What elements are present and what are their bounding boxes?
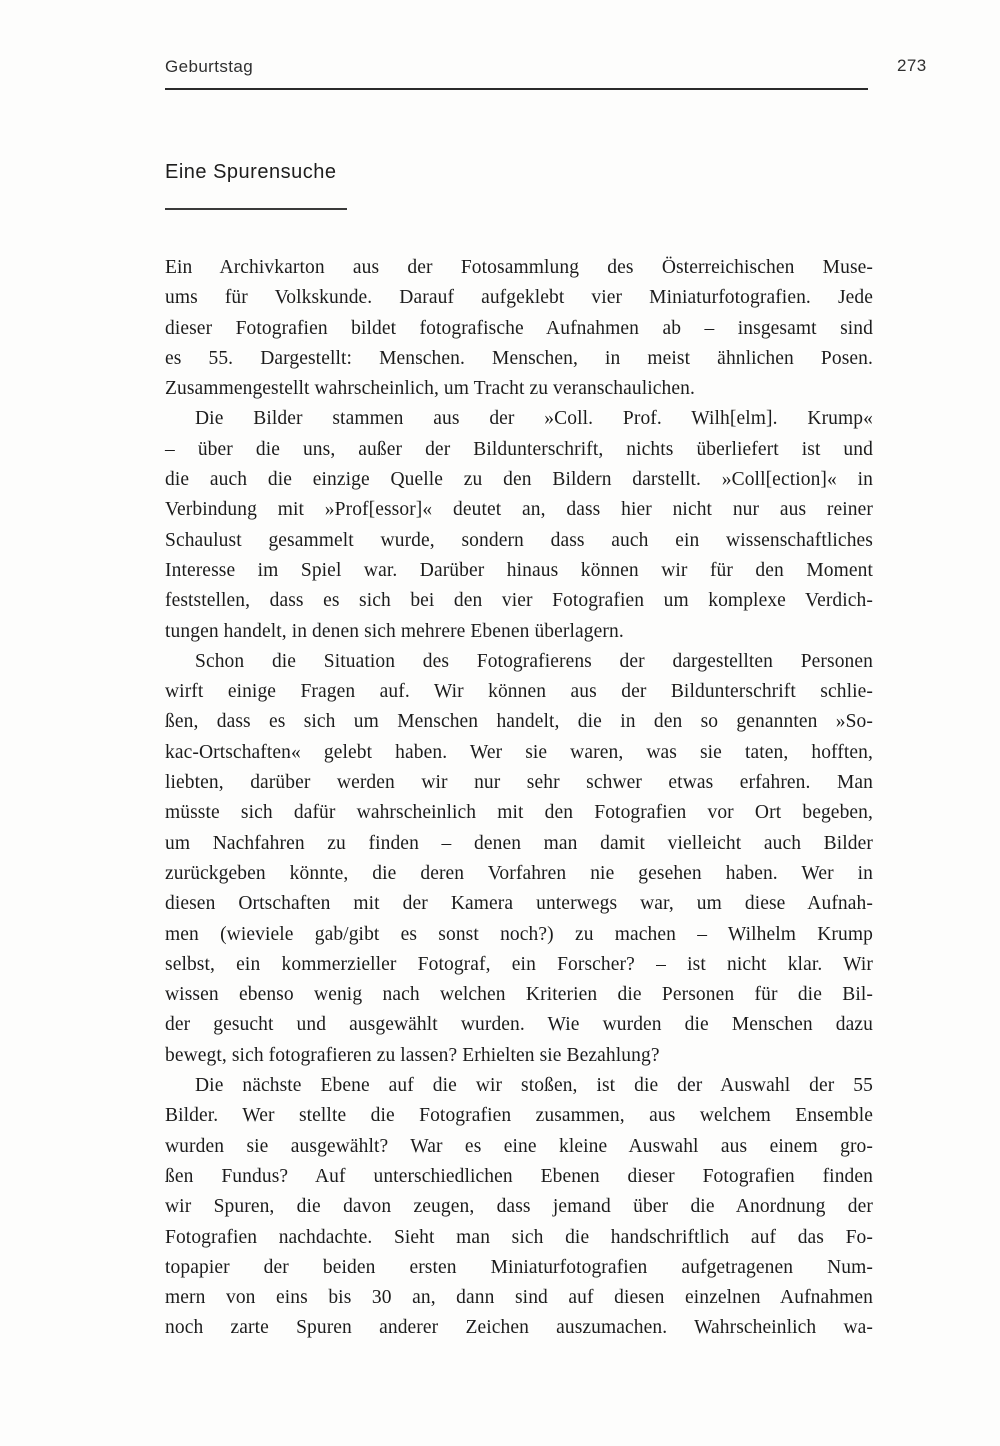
text-line: topapier der beiden ersten Miniaturfotografien aufgetragenen Num- [165,1256,873,1278]
text-line: tungen handelt, in denen sich mehrere Ebenen überlagern. [165,620,624,642]
text-line: Fotografien nachdachte. Sieht man sich die handschriftlich auf das Fo- [165,1226,873,1248]
text-line: noch zarte Spuren anderer Zeichen auszumachen. Wahrscheinlich wa- [165,1317,873,1339]
text-line: liebten, darüber werden wir nur sehr schwer etwas erfahren. Man [165,772,873,794]
text-line: men (wieviele gab/gibt es sonst noch?) zu machen – Wilhelm Krump [165,923,873,945]
text-line: bewegt, sich fotografieren zu lassen? Erhielten sie Bezahlung? [165,1044,660,1066]
body-text [165,253,873,1344]
text-line: Schon die Situation des Fotografierens der dargestellten Personen [195,650,873,672]
text-line: Zusammengestellt wahrscheinlich, um Tracht zu veranschaulichen. [165,378,695,400]
text-line: kac-Ortschaften« gelebt haben. Wer sie waren, was sie taten, hofften, [165,741,873,763]
text-line: Bilder. Wer stellte die Fotografien zusammen, aus welchem Ensemble [165,1105,873,1127]
text-line: wurden sie ausgewählt? War es eine kleine Auswahl aus einem gro- [165,1135,873,1157]
text-line: Verbindung mit »Prof[essor]« deutet an, dass hier nicht nur aus reiner [165,499,873,521]
text-line: dieser Fotografien bildet fotografische Aufnahmen ab – insgesamt sind [165,317,873,339]
text-line: Schaulust gesammelt wurde, sondern dass auch ein wissenschaftliches [165,529,873,551]
running-header: Geburtstag [165,57,254,76]
text-line: ßen, dass es sich um Menschen handelt, die in den so genannten »So- [165,711,873,733]
text-line: ßen Fundus? Auf unterschiedlichen Ebenen dieser Fotografien finden [165,1165,873,1187]
text-line: wissen ebenso wenig nach welchen Kriterien die Personen für die Bil- [165,984,873,1006]
text-line: – über die uns, außer der Bildunterschrift, nichts überliefert ist und [165,438,873,460]
text-line: müsste sich dafür wahrscheinlich mit den Fotografien vor Ort begeben, [165,802,873,824]
text-line: wir Spuren, die davon zeugen, dass jemand über die Anordnung der [165,1196,873,1218]
text-line: feststellen, dass es sich bei den vier Fotografien um komplexe Verdich- [165,590,873,612]
text-line: Die Bilder stammen aus der »Coll. Prof. Wilh[elm]. Krump« [195,408,873,430]
text-line: mern von eins bis 30 an, dann sind auf diesen einzelnen Aufnahmen [165,1287,873,1309]
heading-underline [165,208,347,210]
text-line: selbst, ein kommerzieller Fotograf, ein Forscher? – ist nicht klar. Wir [165,953,873,975]
header-rule [165,88,868,90]
text-line: Interesse im Spiel war. Darüber hinaus können wir für den Moment [165,559,873,581]
text-line: der gesucht und ausgewählt wurden. Wie wurden die Menschen dazu [165,1014,873,1036]
section-heading: Eine Spurensuche [165,161,337,183]
text-line: es 55. Dargestellt: Menschen. Menschen, in meist ähnlichen Posen. [165,347,873,369]
text-line: die auch die einzige Quelle zu den Bildern darstellt. »Coll[ection]« in [165,469,873,491]
text-line: um Nachfahren zu finden – denen man damit vielleicht auch Bilder [165,832,873,854]
text-line: Die nächste Ebene auf die wir stoßen, ist die der Auswahl der 55 [195,1075,873,1097]
text-line: Ein Archivkarton aus der Fotosammlung des Österreichischen Muse- [165,257,873,278]
text-line: diesen Ortschaften mit der Kamera unterwegs war, um diese Aufnah- [165,893,873,915]
text-line: ums für Volkskunde. Darauf aufgeklebt vier Miniaturfotografien. Jede [165,287,873,309]
page-number: 273 [897,56,927,75]
text-line: zurückgeben könnte, die deren Vorfahren nie gesehen haben. Wer in [165,862,873,884]
text-line: wirft einige Fragen auf. Wir können aus der Bildunterschrift schlie- [165,681,873,703]
